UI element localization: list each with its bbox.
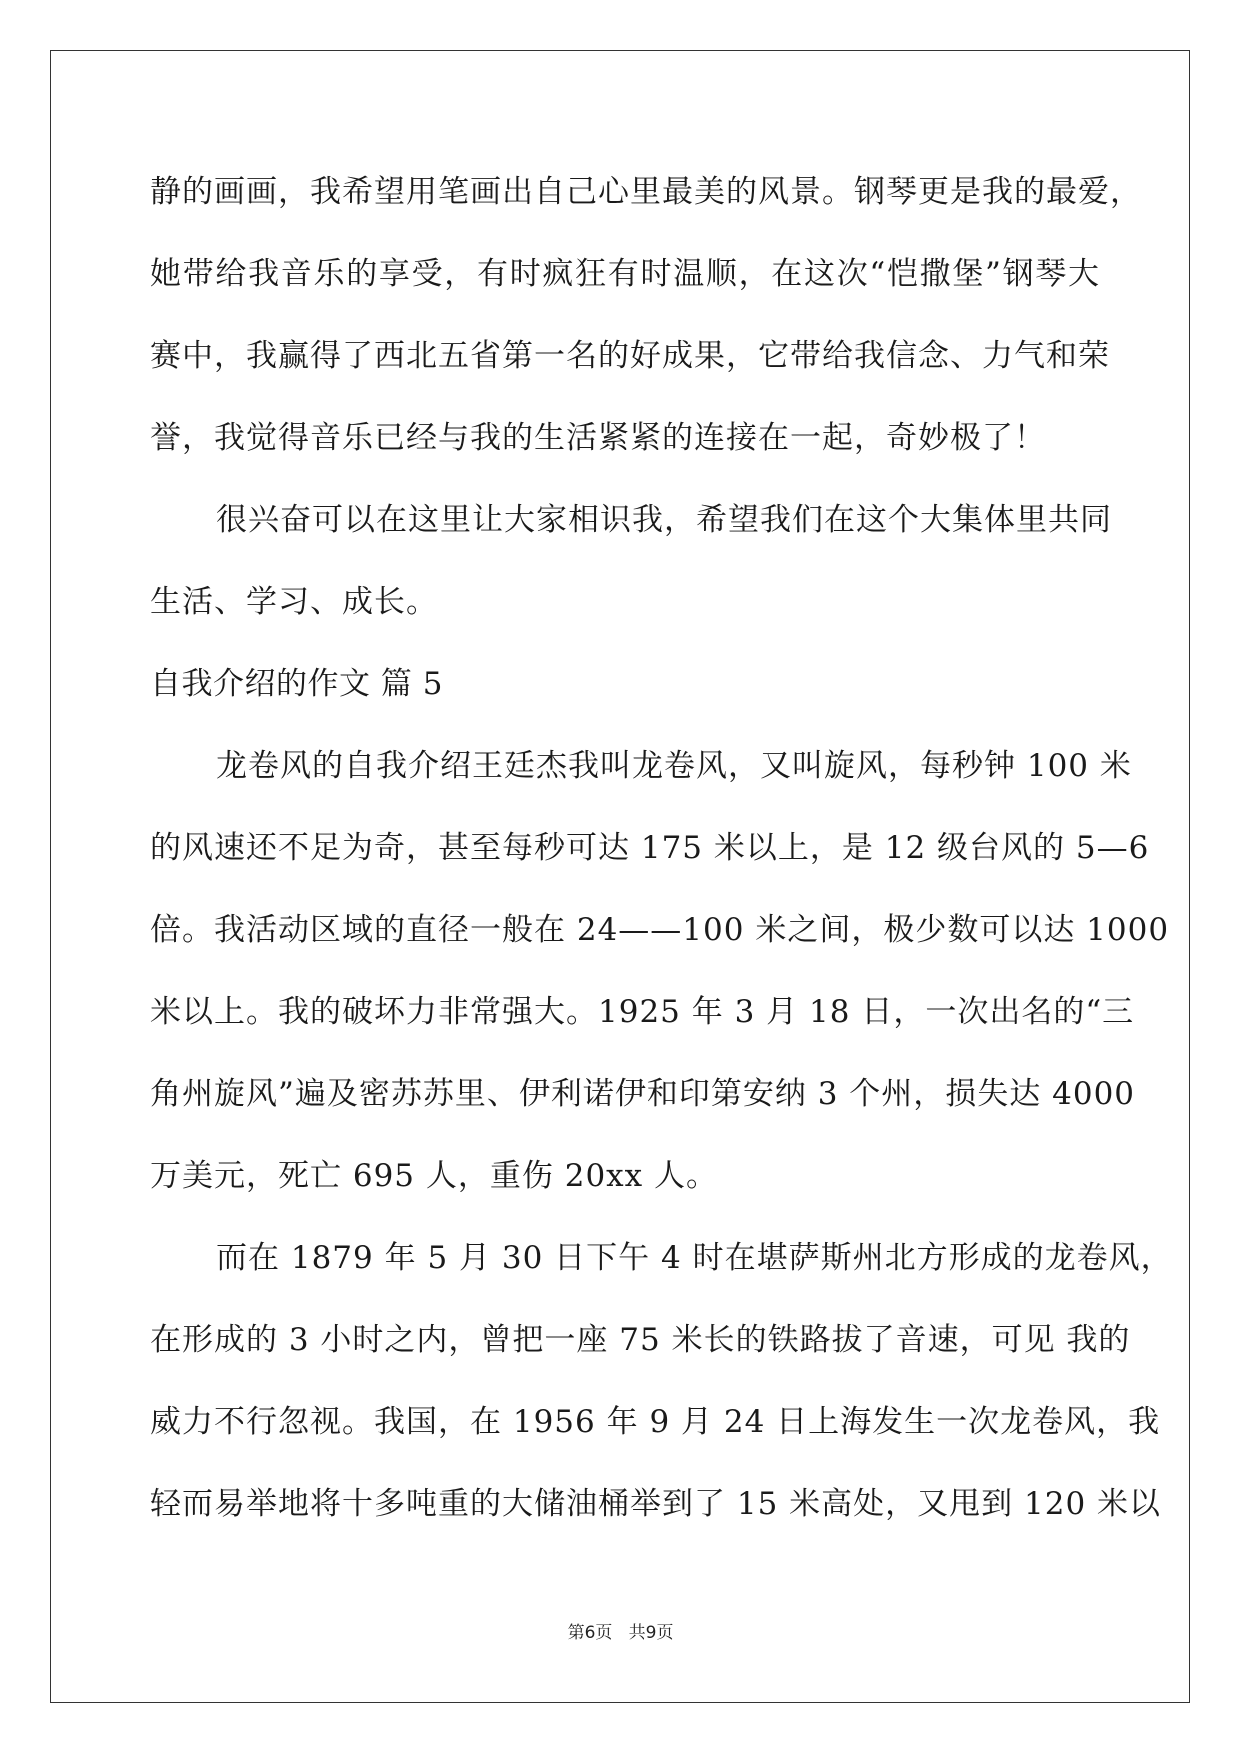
paragraph-line: 在形成的 3 小时之内，曾把一座 75 米长的铁路拔了音速，可见 我的 xyxy=(150,1322,1131,1358)
paragraph-line: 轻而易举地将十多吨重的大储油桶举到了 15 米高处，又甩到 120 米以 xyxy=(150,1486,1162,1522)
paragraph-line: 而在 1879 年 5 月 30 日下午 4 时在堪萨斯州北方形成的龙卷风， xyxy=(216,1240,1173,1276)
paragraph-line: 万美元，死亡 695 人，重伤 20xx 人。 xyxy=(150,1158,718,1194)
paragraph-line: 角州旋风”遍及密苏苏里、伊利诺伊和印第安纳 3 个州，损失达 4000 xyxy=(150,1076,1136,1112)
paragraph-line: 她带给我音乐的享受，有时疯狂有时温顺，在这次“恺撒堡”钢琴大 xyxy=(150,256,1100,292)
paragraph-line: 生活、学习、成长。 xyxy=(150,584,438,620)
document-body xyxy=(150,162,1173,1556)
current-page-number: 6 xyxy=(584,1623,596,1643)
paragraph-line: 赛中，我赢得了西北五省第一名的好成果，它带给我信念、力气和荣 xyxy=(150,338,1110,374)
footer-spacer xyxy=(612,1623,628,1643)
paragraph-line: 很兴奋可以在这里让大家相识我，希望我们在这个大集体里共同 xyxy=(216,502,1112,538)
paragraph-line: 誉，我觉得音乐已经与我的生活紧紧的连接在一起，奇妙极了！ xyxy=(150,420,1046,456)
paragraph-line: 的风速还不足为奇，甚至每秒可达 175 米以上，是 12 级台风的 5—6 xyxy=(150,830,1150,866)
paragraph-line: 龙卷风的自我介绍王廷杰我叫龙卷风，又叫旋风，每秒钟 100 米 xyxy=(216,748,1132,784)
total-suffix: 页 xyxy=(656,1623,674,1643)
paragraph-line: 米以上。我的破坏力非常强大。1925 年 3 月 18 日，一次出名的“三 xyxy=(150,994,1135,1030)
paragraph-line: 静的画画，我希望用笔画出自己心里最美的风景。钢琴更是我的最爱， xyxy=(150,174,1142,210)
total-prefix: 共 xyxy=(628,1623,646,1643)
section-heading: 自我介绍的作文 篇 5 xyxy=(150,666,443,702)
page-suffix: 页 xyxy=(595,1623,613,1643)
page-number-footer xyxy=(0,1618,1241,1643)
page-prefix: 第 xyxy=(567,1623,585,1643)
paragraph-line: 威力不行忽视。我国，在 1956 年 9 月 24 日上海发生一次龙卷风，我 xyxy=(150,1404,1161,1440)
paragraph-line: 倍。我活动区域的直径一般在 24——100 米之间，极少数可以达 1000 xyxy=(150,912,1170,948)
total-page-number: 9 xyxy=(645,1623,657,1643)
